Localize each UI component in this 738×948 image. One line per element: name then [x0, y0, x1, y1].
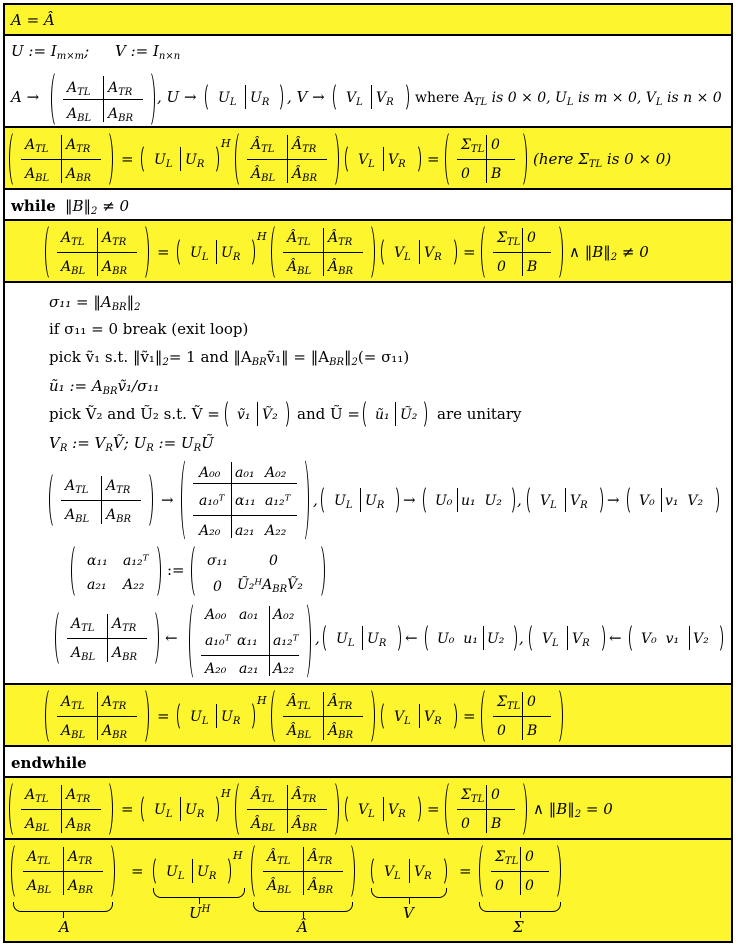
comma: ,: [519, 629, 524, 647]
precondition: A = Â: [11, 11, 55, 29]
invariant-note: ∧ $‖B‖_2 = 0$: [533, 800, 613, 820]
while-keyword: while: [11, 197, 56, 215]
equals: =: [427, 150, 440, 168]
repart-a: $A_{TL}$ $A_{TR}$ $A_{BL}$ $A_{BR}$: [49, 471, 153, 529]
sigma-partition: $\Sigma_{TL}$ 0 0 B: [481, 687, 563, 745]
hermitian: H: [257, 694, 267, 707]
endwhile-keyword: endwhile: [11, 754, 87, 772]
init-v: V := $I_{n\times n}$: [115, 42, 181, 62]
assign: :=: [167, 561, 185, 579]
sigma-partition: $\Sigma_{TL}$ 0 0 B: [481, 223, 563, 281]
cont-u-3: U₀ u₁ U₂: [425, 623, 517, 653]
sigma-partition: $\Sigma_{TL}$ 0 0 B: [445, 780, 527, 838]
comma: ,: [517, 491, 522, 509]
repart-v: $V_L$ $V_R$: [527, 485, 603, 515]
v-partition: $V_L$ $V_R$: [381, 701, 457, 731]
cont-v: $V_L$ $V_R$: [529, 623, 605, 653]
label-sigma: Σ: [513, 918, 524, 936]
partition-a-label: A →: [11, 88, 40, 106]
continue-with: [5, 601, 735, 687]
ahat-partition: $Â_{TL}$ $Â_{TR}$ $Â_{BL}$ $Â_{BR}$: [271, 223, 375, 281]
u-partition: $U_L$ $U_R$: [141, 144, 219, 174]
endwhile-band: [3, 745, 733, 778]
step-and: and Ũ =: [297, 405, 360, 423]
brace-a: [13, 902, 113, 912]
comma: ,: [315, 629, 320, 647]
cont-u: $U_L$ $U_R$: [323, 623, 401, 653]
ahat-partition: $Â_{TL}$ $Â_{TR}$ $Â_{BL}$ $Â_{BR}$: [235, 130, 339, 188]
a-partition: $A_{TL}$ $A_{TR}$ $A_{BL}$ $A_{BR}$: [45, 223, 149, 281]
equals: =: [463, 707, 476, 725]
v-partition: $V_L$ $V_R$: [345, 144, 421, 174]
repart-v-3: V₀ v₁ V₂: [627, 485, 719, 515]
equals: =: [463, 243, 476, 261]
invariant-note: ∧ $‖B‖_2 \ne 0$: [569, 243, 649, 263]
label-a: A: [59, 918, 70, 936]
equals: =: [157, 707, 170, 725]
init-u: U := $I_{m\times m}$;: [11, 42, 90, 62]
a-partition: $A_{TL}$ $A_{TR}$ $A_{BL}$ $A_{BR}$: [45, 687, 149, 745]
step-unitary: are unitary: [437, 405, 522, 423]
equals: =: [157, 243, 170, 261]
step-u1: ũ₁ := $A_{BR}ṽ_1$/σ₁₁: [49, 377, 160, 397]
invariant-loop-guard: [3, 219, 733, 283]
initialization-band: [3, 34, 733, 128]
v-partition: $V_L$ $V_R$: [345, 794, 421, 824]
update-lhs: α₁₁ a₁₂ᵀ a₂₁ A₂₂: [71, 543, 161, 599]
equals: =: [459, 862, 472, 880]
step-update-vr-ur: $V_R$ := $V_RṼ$; $U_R$ := $U_RŨ$: [49, 434, 214, 454]
hermitian: H: [221, 137, 231, 150]
cont-v-3: V₀ v₁ V₂: [629, 623, 723, 653]
arrow: ←: [165, 629, 178, 647]
hermitian: H: [221, 787, 231, 800]
arrow: →: [607, 491, 620, 509]
hermitian: H: [233, 849, 243, 862]
v-partition: $V_L$ $V_R$: [381, 237, 457, 267]
final-a: $A_{TL}$ $A_{TR}$ $A_{BL}$ $A_{BR}$: [11, 842, 115, 900]
u-partition: $U_L$ $U_R$: [177, 237, 255, 267]
brace-ahat: [253, 902, 353, 912]
repartition: [5, 455, 735, 545]
comma: ,: [313, 491, 318, 509]
while-band: [3, 188, 733, 221]
invariant-before-loop: [3, 126, 733, 190]
invariant-note: (here $\Sigma_{TL}$ is 0 × 0): [533, 150, 672, 170]
u-partition: $U_L$ $U_R$: [177, 701, 255, 731]
final-u: $U_L$ $U_R$: [153, 856, 231, 886]
final-sigma: $\Sigma_{TL}$ 0 0 0: [479, 842, 561, 900]
u-partition: $U_L$ $U_R$: [141, 794, 219, 824]
label-ahat: Â: [297, 918, 308, 936]
invariant-after-update: [3, 683, 733, 747]
repart-u: $U_L$ $U_R$: [321, 485, 399, 515]
step-break: if σ₁₁ = 0 break (exit loop): [49, 320, 249, 338]
partition-u: , U →: [157, 88, 197, 106]
equals: =: [427, 800, 440, 818]
partition-v: , V →: [287, 88, 325, 106]
v-tilde-matrix: ṽ₁ Ṽ₂: [225, 399, 289, 429]
step-pick-v: pick ṽ₁ s.t. $‖ṽ_1‖_2= 1$ and $‖A_{BR}ṽ_1‖$ = $‖A_{BR}‖_2(= \sigma_{11})$: [49, 348, 410, 368]
final-decomposition: [3, 838, 733, 943]
brace-v: [371, 888, 447, 898]
final-v: $V_L$ $V_R$: [371, 856, 447, 886]
step-sigma: $\sigma_{11} = ‖A_{BR}‖_2$: [49, 293, 141, 313]
while-condition: $‖B‖_2 \ne 0$: [65, 197, 130, 217]
sigma-partition: $\Sigma_{TL}$ 0 0 B: [445, 130, 527, 188]
equals: =: [131, 862, 144, 880]
partition-v-matrix: $V_L$ $V_R$: [333, 82, 409, 112]
ahat-partition: $Â_{TL}$ $Â_{TR}$ $Â_{BL}$ $Â_{BR}$: [235, 780, 339, 838]
update-rhs: σ₁₁ 0 0 Ũ₂ᴴA$_{BR}$Ṽ₂: [191, 543, 325, 599]
a-partition: $A_{TL}$ $A_{TR}$ $A_{BL}$ $A_{BR}$: [9, 130, 113, 188]
a-partition: $A_{TL}$ $A_{TR}$ $A_{BL}$ $A_{BR}$: [9, 780, 113, 838]
algorithm-worksheet: [3, 3, 735, 943]
arrow: →: [403, 491, 416, 509]
hermitian: H: [257, 230, 267, 243]
u-tilde-matrix: ũ₁ Ũ₂: [363, 399, 427, 429]
cont-a-3x3: A₀₀ a₀₁ A₀₂ a₁₀ᵀ α₁₁ a₁₂ᵀ A₂₀ a₂₁ A₂₂: [189, 601, 311, 681]
label-v: V: [403, 904, 414, 922]
cont-a: $A_{TL}$ $A_{TR}$ $A_{BL}$ $A_{BR}$: [55, 609, 159, 667]
arrow: ←: [609, 629, 622, 647]
loop-body: [3, 281, 733, 685]
brace-u: [153, 888, 245, 898]
equals: =: [121, 800, 134, 818]
repart-a-3x3: A₀₀ a₀₁ A₀₂ a₁₀ᵀ α₁₁ a₁₂ᵀ A₂₀ a₂₁ A₂₂: [181, 457, 309, 543]
step-pick-unitary: pick Ṽ₂ and Ũ₂ s.t. Ṽ =: [49, 405, 220, 423]
label-uh: $U^H$: [189, 904, 211, 922]
precondition-band: [3, 3, 733, 36]
partition-u-matrix: $U_L$ $U_R$: [205, 82, 283, 112]
partition-a-matrix: $A_{TL}$ $A_{TR}$ $A_{BL}$ $A_{BR}$: [51, 70, 155, 128]
final-ahat: $Â_{TL}$ $Â_{TR}$ $Â_{BL}$ $Â_{BR}$: [251, 842, 355, 900]
partition-sizes: where $A_{TL}$ is 0 × 0, $U_L$ is m × 0, $V_L$ is n × 0: [415, 90, 722, 108]
ahat-partition: $Â_{TL}$ $Â_{TR}$ $Â_{BL}$ $Â_{BR}$: [271, 687, 375, 745]
equals: =: [121, 150, 134, 168]
brace-sigma: [479, 902, 561, 912]
arrow: ←: [405, 629, 418, 647]
update-block: [5, 541, 735, 601]
postcondition-invariant: [3, 776, 733, 840]
arrow: →: [161, 491, 174, 509]
repart-u-3: U₀ u₁ U₂: [423, 485, 515, 515]
